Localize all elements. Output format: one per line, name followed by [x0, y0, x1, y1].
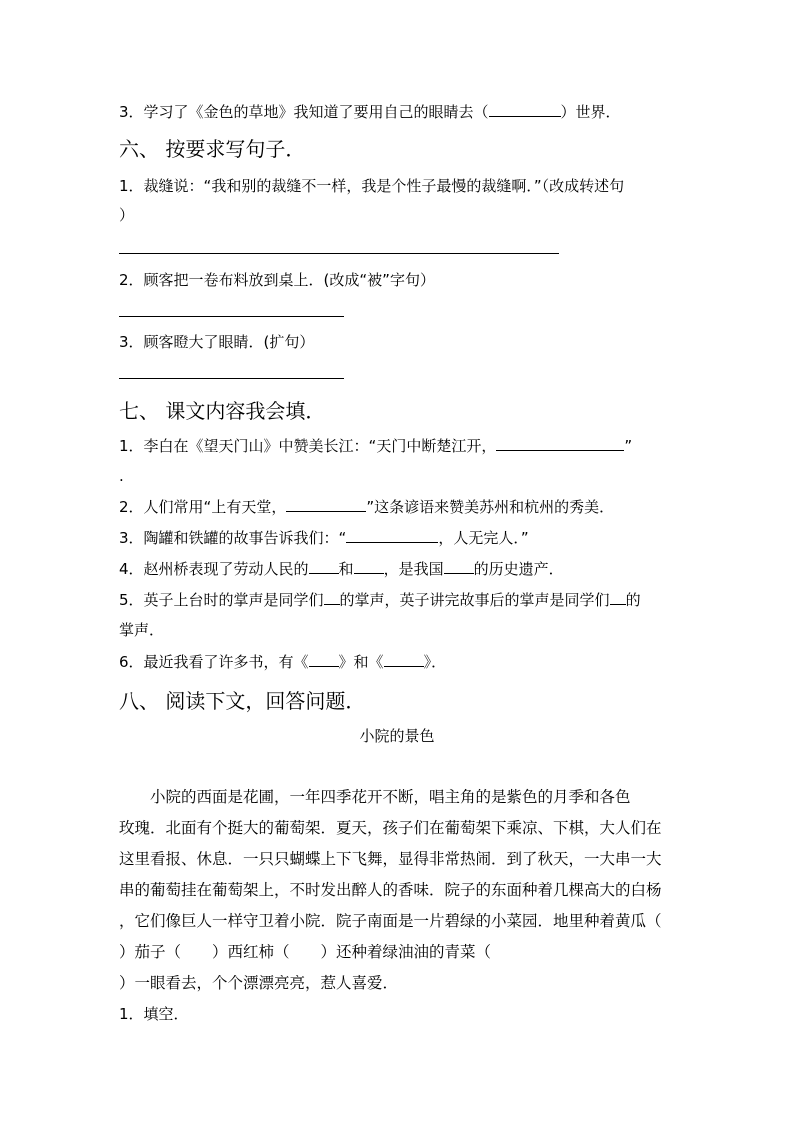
question-6-1: 1．裁缝说：“我和别的裁缝不一样，我是个性子最慢的裁缝啊．”（改成转述句: [119, 177, 625, 195]
passage-line: ，它们像巨人一样守卫着小院．院子南面是一片碧绿的小菜园．地里种着黄瓜（: [119, 912, 662, 930]
section-7-heading: 七、 课文内容我会填．: [119, 399, 326, 423]
question-6-1-continued: ）: [119, 206, 135, 224]
question-text: 2．人们常用“上有天堂，: [119, 498, 287, 516]
question-text: 1．李白在《望天门山》中赞美长江：“天门中断楚江开，: [119, 437, 497, 455]
answer-blank[interactable]: [354, 559, 384, 574]
question-text: 3．学习了《金色的草地》我知道了要用自己的眼睛去（: [119, 103, 489, 121]
question-text: 的掌声，英子讲完故事后的掌声是同学们: [339, 591, 610, 609]
question-7-4: [119, 559, 564, 579]
question-text: 的: [625, 591, 641, 609]
passage-line: 串的葡萄挂在葡萄架上，不时发出醉人的香味．院子的东面种着几棵高大的白杨: [119, 881, 662, 899]
question-5-3: [119, 102, 621, 122]
question-7-5: [119, 590, 641, 610]
question-7-1-continued: .: [119, 467, 124, 485]
answer-blank[interactable]: [346, 528, 438, 543]
section-6-heading: 六、 按要求写句子．: [119, 137, 306, 161]
section-8-heading: 八、 阅读下文，回答问题．: [119, 689, 366, 713]
answer-blank[interactable]: [496, 436, 624, 451]
question-7-1: [119, 436, 632, 456]
answer-blank[interactable]: [309, 559, 339, 574]
question-7-2: [119, 497, 614, 517]
answer-blank[interactable]: [444, 559, 474, 574]
answer-blank[interactable]: [384, 652, 424, 667]
passage-line: 玫瑰．北面有个挺大的葡萄架．夏天，孩子们在葡萄架下乘凉、下棋，大人们在: [119, 819, 662, 837]
passage-line: 这里看报、休息．一只只蝴蝶上下飞舞，显得非常热闹．到了秋天，一大串一大: [119, 850, 662, 868]
answer-line[interactable]: [119, 253, 559, 254]
passage-line: ）一眼看去，个个漂漂亮亮，惹人喜爱．: [119, 974, 399, 992]
answer-blank[interactable]: [610, 590, 626, 605]
answer-blank[interactable]: [489, 102, 561, 117]
question-text: ”这条谚语来赞美苏州和杭州的秀美．: [366, 498, 615, 516]
question-text: 5．英子上台时的掌声是同学们: [119, 591, 324, 609]
question-text: 3．陶罐和铁罐的故事告诉我们：“: [119, 529, 347, 547]
question-6-2: 2．顾客把一卷布料放到桌上．(改成“被”字句）: [119, 271, 435, 289]
question-text: 6．最近我看了许多书，有《: [119, 653, 309, 671]
question-text: ）世界．: [560, 103, 621, 121]
question-7-5-continued: 掌声．: [119, 621, 165, 639]
question-text: 》和《: [338, 653, 384, 671]
question-8-1: 1．填空．: [119, 1005, 189, 1023]
answer-blank[interactable]: [286, 497, 366, 512]
question-text: 和: [338, 560, 354, 578]
question-text: ”: [624, 437, 633, 455]
passage-line: 小院的西面是花圃，一年四季花开不断，唱主角的是紫色的月季和各色: [119, 788, 631, 806]
question-text: ，人无完人．”: [438, 529, 529, 547]
question-text: ，是我国: [383, 560, 444, 578]
question-7-6: [119, 652, 446, 672]
question-text: 的历史遗产．: [473, 560, 564, 578]
passage-line: ）茄子（ ）西红柿（ ）还种着绿油油的青菜（: [119, 943, 492, 961]
answer-line[interactable]: [119, 378, 344, 379]
answer-blank[interactable]: [309, 652, 339, 667]
answer-line[interactable]: [119, 316, 344, 317]
question-text: 4．赵州桥表现了劳动人民的: [119, 560, 309, 578]
question-text: 》．: [423, 653, 447, 671]
question-7-3: [119, 528, 529, 548]
passage-title: 小院的景色: [359, 727, 435, 745]
question-6-3: 3．顾客瞪大了眼睛．(扩句）: [119, 333, 315, 351]
answer-blank[interactable]: [324, 590, 340, 605]
